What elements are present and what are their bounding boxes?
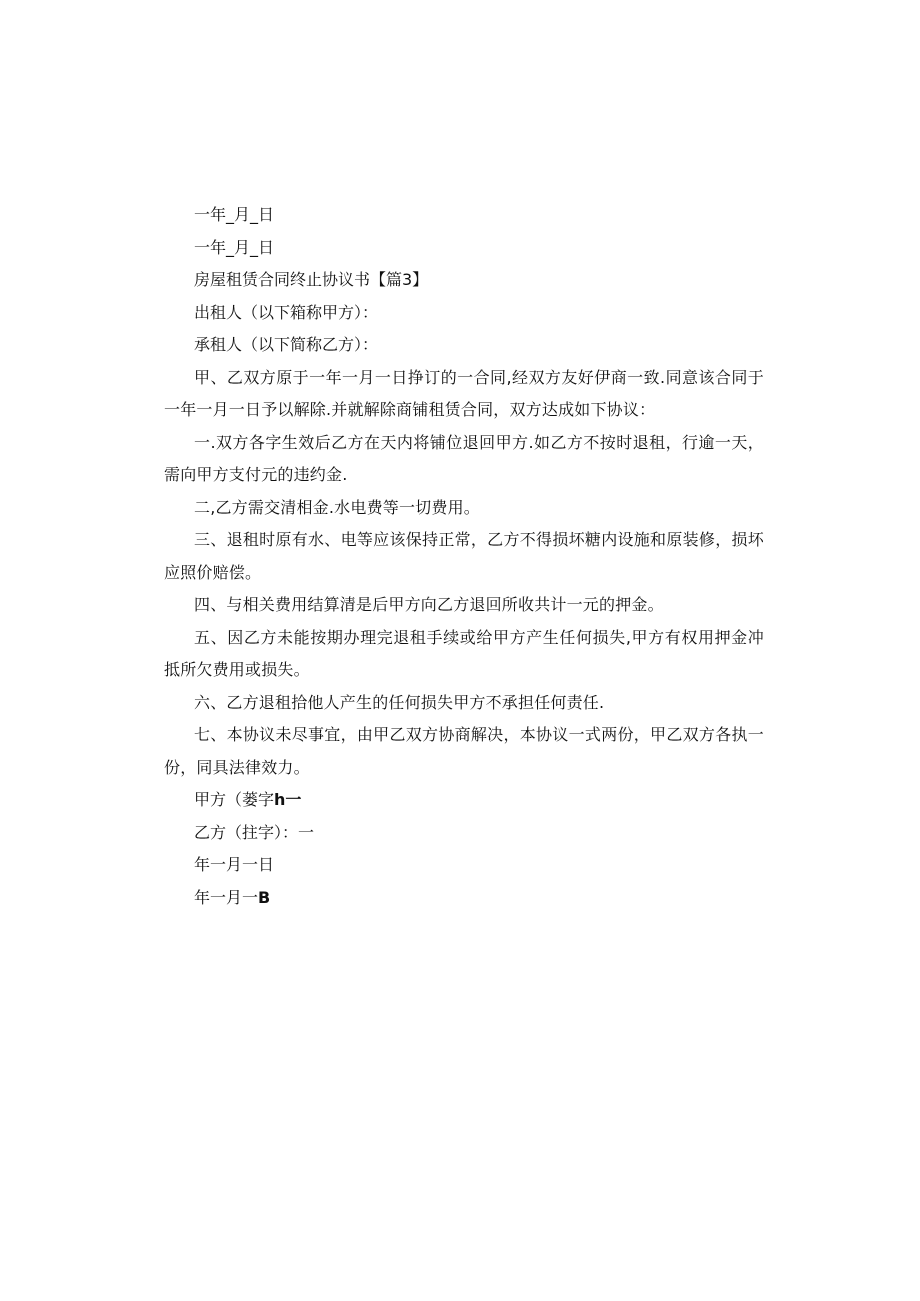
clause-2: 二,乙方需交清相金.水电费等一切费用。 xyxy=(194,497,480,517)
intro-paragraph: 甲、乙双方原于一年一月一日挣订的一合同,经双方友好伊商一致.同意该合同于一年一月一日予以解除.并就解除商铺租赁合同，双方达成如下协议： xyxy=(164,367,764,419)
party-a-signature-tail: h一 xyxy=(274,790,302,809)
party-a-signature xyxy=(164,784,764,817)
clause-1: 一.双方各字生效后乙方在天内将铺位退回甲方.如乙方不按时退租，行逾一天，需向甲方支付元的违约金. xyxy=(164,432,764,484)
party-b-signature: 乙方（拄字）：一 xyxy=(194,822,315,842)
date-line-b-tail: B xyxy=(258,887,271,907)
party-a-signature-label: 甲方（蒌字 xyxy=(194,790,275,809)
clause-4: 四、与相关费用结算清是后甲方向乙方退回所收共计一元的押金。 xyxy=(194,595,664,614)
document-body xyxy=(164,199,764,914)
date-line-b-label: 年一月一 xyxy=(194,887,259,907)
clause-3: 三、退租时原有水、电等应该保持正常，乙方不得损坏糖内设施和原装修，损坏应照价赔偿。 xyxy=(164,530,764,582)
date-line-a: 年一月一日 xyxy=(194,855,275,874)
date-line-2: 一年_月_日 xyxy=(194,237,275,257)
lessee-line: 承租人（以下简称乙方）： xyxy=(194,335,379,354)
date-line-1: 一年_月_日 xyxy=(194,205,275,224)
clause-6: 六、乙方退租拾他人产生的任何损失甲方不承担任何责任. xyxy=(194,692,605,712)
clause-5: 五、因乙方未能按期办理完退租手续或给甲方产生任何损失,甲方有权用押金冲抵所欠费用或损失。 xyxy=(164,627,764,679)
date-line-b xyxy=(164,882,764,915)
section-title: 房屋租赁合同终止协议书【篇3】 xyxy=(194,270,429,289)
clause-7: 七、本协议未尽事宜，由甲乙双方协商解决，本协议一式两份，甲乙双方各执一份，同具法律效力。 xyxy=(164,725,764,777)
lessor-line: 出租人（以下箱称甲方）： xyxy=(194,302,379,322)
